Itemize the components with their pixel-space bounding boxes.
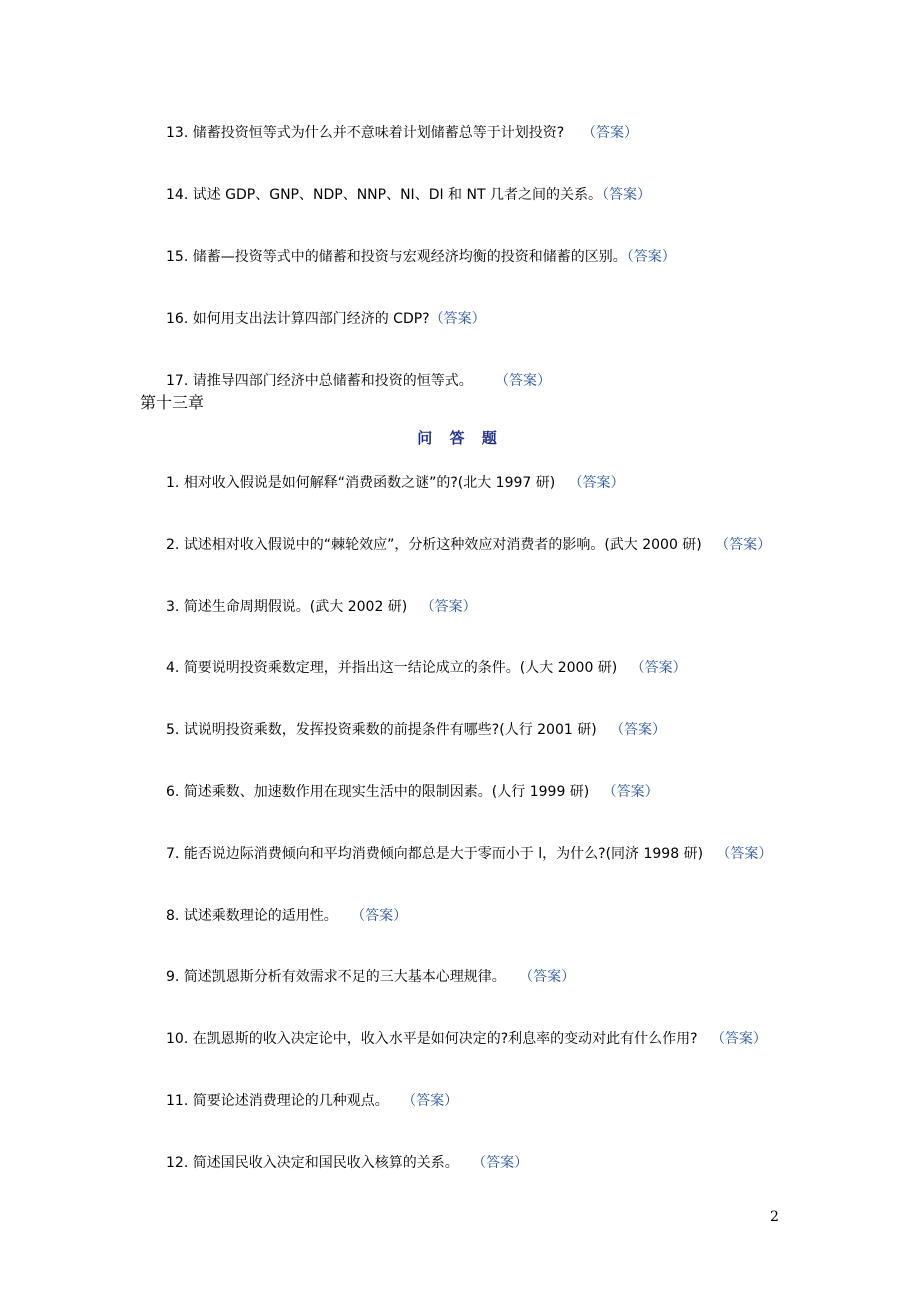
question-number: 15. — [166, 249, 189, 265]
question-text: 请推导四部门经济中总储蓄和投资的恒等式。 — [192, 373, 473, 389]
question-number: 10. — [166, 1031, 189, 1047]
question-item — [166, 658, 687, 678]
question-number: 1. — [166, 475, 180, 491]
question-item — [166, 1091, 458, 1111]
question-number: 9. — [166, 969, 180, 985]
question-text: 如何用支出法计算四部门经济的 CDP? — [192, 311, 430, 327]
section-title: 问 答 题 — [417, 429, 503, 447]
question-number: 16. — [166, 311, 189, 327]
question-text: 简述乘数、加速数作用在现实生活中的限制因素。(人行 1999 研) — [183, 784, 590, 800]
answer-link[interactable]: （答案） — [351, 908, 408, 924]
question-item — [166, 720, 666, 740]
question-text: 储蓄投资恒等式为什么并不意味着计划储蓄总等于计划投资? — [192, 125, 565, 141]
question-item — [166, 473, 625, 493]
question-text: 简述生命周期假说。(武大 2002 研) — [183, 599, 408, 615]
question-item — [166, 782, 659, 802]
answer-link[interactable]: （答案） — [601, 187, 651, 203]
question-text: 简述凯恩斯分析有效需求不足的三大基本心理规律。 — [183, 969, 506, 985]
question-number: 14. — [166, 187, 189, 203]
question-number: 3. — [166, 599, 180, 615]
question-item — [166, 967, 575, 987]
question-item — [166, 844, 772, 864]
question-item — [166, 185, 651, 205]
question-text: 试述 GDP、GNP、NDP、NNP、NI、DI 和 NT 几者之间的关系。 — [192, 187, 602, 203]
answer-link[interactable]: （答案） — [630, 660, 687, 676]
answer-link[interactable]: （答案） — [602, 784, 659, 800]
question-number: 8. — [166, 908, 180, 924]
question-text: 储蓄—投资等式中的储蓄和投资与宏观经济均衡的投资和储蓄的区别。 — [192, 249, 627, 265]
answer-link[interactable]: （答案） — [610, 722, 667, 738]
answer-link[interactable]: （答案） — [710, 1031, 767, 1047]
question-text: 在凯恩斯的收入决定论中，收入水平是如何决定的?利息率的变动对此有什么作用? — [192, 1031, 698, 1047]
question-item — [166, 247, 676, 267]
answer-link[interactable]: （答案） — [402, 1093, 459, 1109]
question-item — [166, 1153, 528, 1173]
question-item — [166, 123, 638, 143]
question-text: 试述相对收入假说中的“棘轮效应”，分析这种效应对消费者的影响。(武大 2000 研) — [183, 537, 702, 553]
question-text: 相对收入假说是如何解释“消费函数之谜”的?(北大 1997 研) — [183, 475, 556, 491]
answer-link[interactable]: （答案） — [568, 475, 625, 491]
question-number: 2. — [166, 537, 180, 553]
question-text: 能否说边际消费倾向和平均消费倾向都总是大于零而小于 l，为什么?(同济 1998 研) — [183, 846, 704, 862]
answer-link[interactable]: （答案） — [420, 599, 477, 615]
question-item — [166, 535, 771, 555]
question-number: 12. — [166, 1155, 189, 1171]
chapter-title: 第十三章 — [140, 393, 205, 412]
question-number: 17. — [166, 373, 189, 389]
question-number: 13. — [166, 125, 189, 141]
question-item — [166, 309, 486, 329]
question-text: 试说明投资乘数，发挥投资乘数的前提条件有哪些?(人行 2001 研) — [183, 722, 597, 738]
answer-link[interactable]: （答案） — [716, 846, 773, 862]
question-item — [166, 1029, 767, 1049]
answer-link[interactable]: （答案） — [581, 125, 638, 141]
question-text: 简要说明投资乘数定理，并指出这一结论成立的条件。(人大 2000 研) — [183, 660, 618, 676]
question-text: 简要论述消费理论的几种观点。 — [192, 1093, 389, 1109]
question-number: 11. — [166, 1093, 189, 1109]
page-number: 2 — [770, 1209, 779, 1225]
question-number: 4. — [166, 660, 180, 676]
answer-link[interactable]: （答案） — [429, 311, 486, 327]
answer-link[interactable]: （答案） — [472, 1155, 529, 1171]
question-item — [166, 597, 477, 617]
answer-link[interactable]: （答案） — [715, 537, 772, 553]
answer-link[interactable]: （答案） — [626, 249, 676, 265]
question-number: 5. — [166, 722, 180, 738]
answer-link[interactable]: （答案） — [519, 969, 576, 985]
question-number: 6. — [166, 784, 180, 800]
question-text: 简述国民收入决定和国民收入核算的关系。 — [192, 1155, 459, 1171]
answer-link[interactable]: （答案） — [494, 373, 551, 389]
question-item — [166, 906, 407, 926]
question-text: 试述乘数理论的适用性。 — [183, 908, 338, 924]
question-item — [166, 371, 551, 391]
question-number: 7. — [166, 846, 180, 862]
